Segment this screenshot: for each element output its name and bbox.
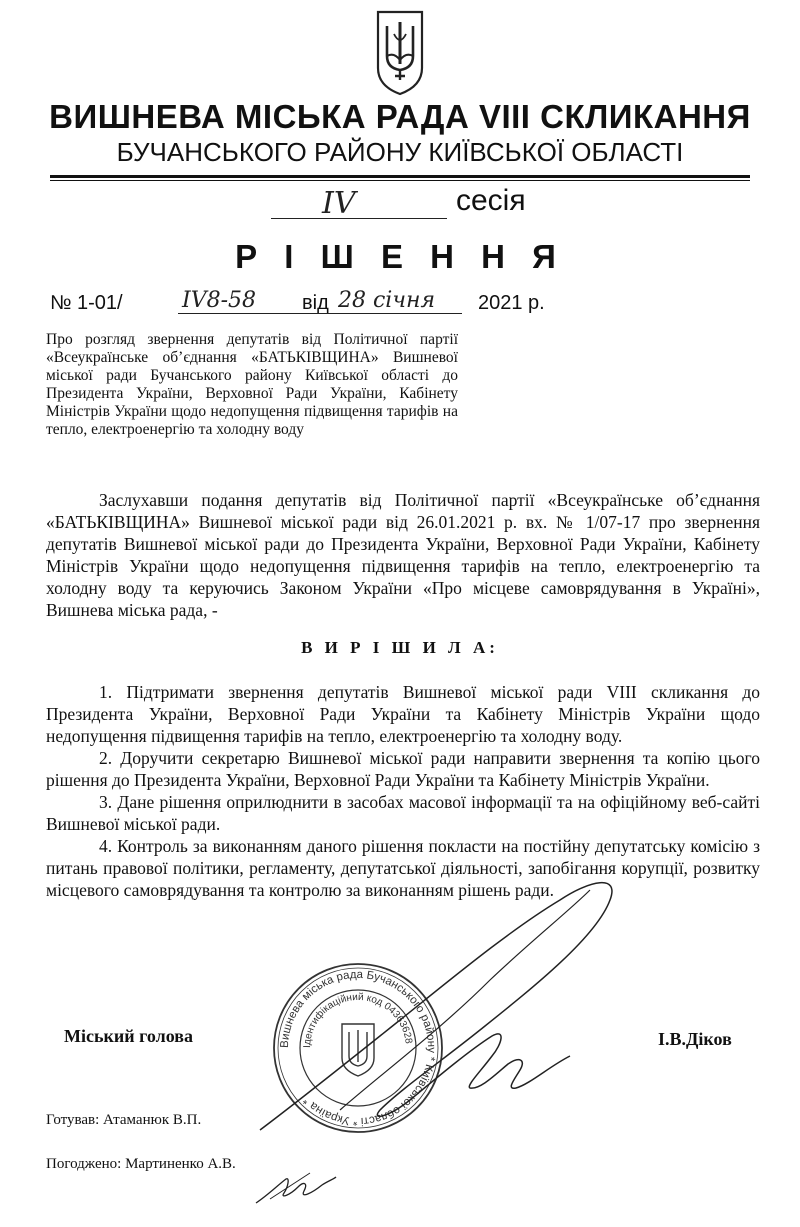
session-label: сесія bbox=[456, 184, 526, 217]
date-prefix: від bbox=[302, 292, 329, 314]
resolved-heading: В И Р І Ш И Л А: bbox=[301, 638, 499, 657]
stamp-id-text: Ідентифікаційний код 04363628 bbox=[301, 991, 414, 1049]
preamble-paragraph: Заслухавши подання депутатів від Політичної партії «Всеукраїнське об’єднання «БАТЬКІВЩИНА» Вишневої міської ради від 26.01.2021 р. вх. № 1/07-17 про звернення депутатів Вишневої міської ради до Президента України, Верховної Ради України, Кабінету Міністрів України щодо недопущення підвищення тарифів на тепло, електроенергію та холодну воду та керуючись Законом України «Про місцеве самоврядування в Україні», Вишнева міська рада, - bbox=[46, 490, 760, 620]
session-number-line bbox=[271, 188, 447, 219]
mayor-name: І.В.Діков bbox=[658, 1029, 732, 1049]
session-number: IV bbox=[322, 186, 356, 221]
handwritten-signature-icon bbox=[230, 860, 650, 1160]
decision-number-value: IV8-58 bbox=[182, 288, 257, 313]
header-divider-thin bbox=[50, 180, 750, 181]
decision-number-row bbox=[50, 288, 750, 322]
prepared-by: Готував: Атаманюк В.П. bbox=[46, 1112, 202, 1128]
header-divider-thick bbox=[50, 175, 750, 178]
decision-number-label: № 1-01/ bbox=[50, 292, 123, 314]
resolution-item: 2. Доручити секретарю Вишневої міської ради направити звернення та копію цього рішення до Президента України, Верховної Ради України та Кабінету Міністрів України. bbox=[46, 748, 760, 790]
trident-coat-of-arms-icon bbox=[370, 6, 430, 98]
agreed-by: Погоджено: Мартиненко А.В. bbox=[46, 1156, 236, 1172]
stamp-ring-text: Вишнева міська рада Бучанського району * Київської області * Україна * bbox=[278, 968, 438, 1128]
council-title: ВИШНЕВА МІСЬКА РАДА VIII СКЛИКАННЯ bbox=[49, 98, 751, 135]
mayor-label: Міський голова bbox=[64, 1026, 193, 1046]
approver-signature-icon bbox=[250, 1165, 340, 1210]
date-line bbox=[332, 313, 462, 314]
decision-title: Р І Ш Е Н Н Я bbox=[235, 238, 565, 275]
year-label: 2021 р. bbox=[478, 292, 545, 314]
resolution-item: 3. Дане рішення оприлюднити в засобах масової інформації та на офіційному веб-сайті Вишневої міської ради. bbox=[46, 792, 760, 834]
date-value: 28 січня bbox=[338, 288, 436, 313]
decision-subject: Про розгляд звернення депутатів від Політичної партії «Всеукраїнське об’єднання «БАТЬКІВЩИНА» Вишневої міської ради Бучанського району Київської області до Президента України, Верховної Ради України, Кабінету Міністрів України щодо недопущення підвищення тарифів на тепло, електроенергію та холодну воду bbox=[46, 331, 458, 438]
resolution-item: 1. Підтримати звернення депутатів Вишневої міської ради VIII скликання до Президента України, Верховної Ради України та Кабінету Міністрів України щодо недопущення підвищення тарифів на тепло, електроенергію та холодну воду. bbox=[46, 682, 760, 746]
council-subtitle: БУЧАНСЬКОГО РАЙОНУ КИЇВСЬКОЇ ОБЛАСТІ bbox=[116, 137, 684, 167]
resolution-item: 4. Контроль за виконанням даного рішення покласти на постійну депутатську комісію з питань правової політики, регламенту, депутатської діяльності, запобігання корупції, розвитку місцевого самоврядування та контролю за виконанням рішень ради. bbox=[46, 836, 760, 900]
